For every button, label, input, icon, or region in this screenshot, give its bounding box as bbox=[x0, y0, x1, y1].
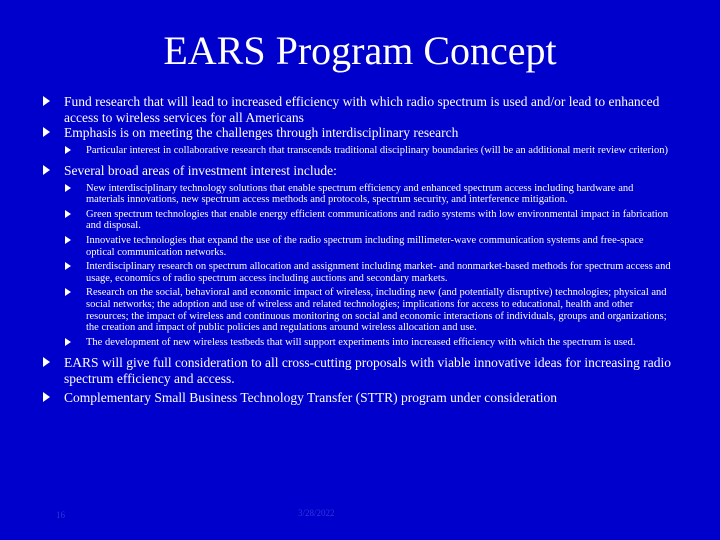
triangle-bullet-icon bbox=[65, 146, 71, 154]
triangle-bullet-icon bbox=[43, 357, 50, 367]
bullet-text: Emphasis is on meeting the challenges through interdisciplinary research bbox=[64, 125, 459, 140]
sub-bullet-item bbox=[64, 261, 674, 284]
triangle-bullet-icon bbox=[65, 288, 71, 296]
slide-content bbox=[42, 94, 674, 406]
bullet-text: Fund research that will lead to increased efficiency with which radio spectrum is used and/or lead to enhanced access to wireless services for all Americans bbox=[64, 94, 660, 125]
bullet-text: EARS will give full consideration to all cross-cutting proposals with viable innovative ideas for increasing radio spectrum efficiency and access. bbox=[64, 355, 671, 386]
sub-bullet-text: The development of new wireless testbeds that will support experiments into increased efficiency with which the spectrum is used. bbox=[86, 336, 636, 348]
bullet-item bbox=[42, 94, 674, 125]
triangle-bullet-icon bbox=[65, 184, 71, 192]
sub-bullet-item bbox=[64, 209, 674, 232]
bullet-text: Several broad areas of investment interest include: bbox=[64, 163, 337, 179]
bullet-item bbox=[42, 163, 674, 179]
triangle-bullet-icon bbox=[65, 236, 71, 244]
triangle-bullet-icon bbox=[65, 210, 71, 218]
sub-bullet-text: Particular interest in collaborative research that transcends traditional disciplinary boundaries (will be an additional merit review criterion) bbox=[86, 144, 668, 156]
triangle-bullet-icon bbox=[65, 262, 71, 270]
slide-number: 16 bbox=[56, 510, 65, 520]
slide-title: EARS Program Concept bbox=[163, 28, 557, 73]
sub-bullet-item bbox=[64, 337, 674, 349]
sub-bullet-item bbox=[64, 183, 674, 206]
triangle-bullet-icon bbox=[65, 338, 71, 346]
triangle-bullet-icon bbox=[43, 392, 50, 402]
sub-bullet-text: New interdisciplinary technology solutions that enable spectrum efficiency and enhanced spectrum access including hardware and materials innovations, new spectrum access methods and protocols, spectrum security, and interference mitigation. bbox=[86, 182, 634, 206]
bullet-item bbox=[42, 125, 674, 141]
triangle-bullet-icon bbox=[43, 127, 50, 137]
sub-bullet-text: Research on the social, behavioral and economic impact of wireless, including new (and potentially disruptive) technologies; physical and social networks; the adoption and use of wireless and related technologies; implications for access to educational, health and other resources; the impact of wireless and continuous monitoring on social and economic interactions of individuals, groups and organizations; the creation and impact of public policies and regulations around wireless allocation and use. bbox=[86, 287, 667, 334]
sub-bullet-item bbox=[64, 287, 674, 333]
bullet-item bbox=[42, 355, 674, 386]
slide-date: 3/28/2022 bbox=[298, 508, 335, 518]
sub-bullet-item bbox=[64, 145, 674, 157]
bullet-item bbox=[42, 390, 674, 406]
sub-bullet-text: Green spectrum technologies that enable energy efficient communications and radio systems with low environmental impact in fabrication and disposal. bbox=[86, 208, 669, 232]
bullet-text: Complementary Small Business Technology Transfer (STTR) program under consideration bbox=[64, 390, 557, 406]
sub-bullet-text: Interdisciplinary research on spectrum allocation and assignment including market- and nonmarket-based methods for spectrum access and usage, economics of radio spectrum access including auctions and secondary markets. bbox=[86, 261, 671, 284]
sub-bullet-text: Innovative technologies that expand the use of the radio spectrum including millimeter-wave communication systems and free-space optical communication networks. bbox=[86, 234, 644, 258]
triangle-bullet-icon bbox=[43, 96, 50, 106]
sub-bullet-item bbox=[64, 235, 674, 258]
triangle-bullet-icon bbox=[43, 165, 50, 175]
